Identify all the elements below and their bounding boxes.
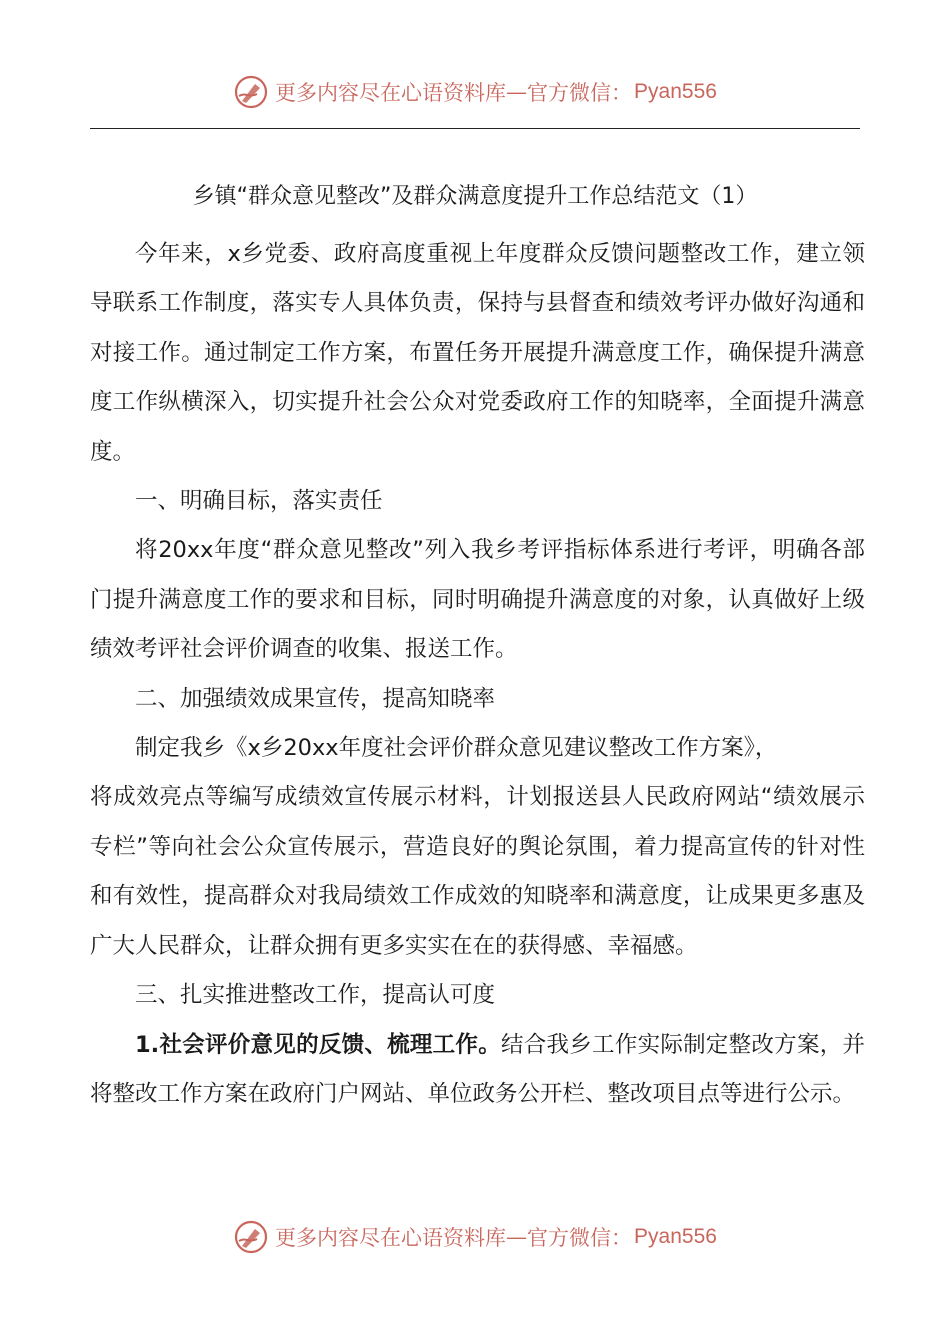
- document-body: [90, 230, 865, 1119]
- banner-wechat-label: 官方微信：: [527, 1226, 633, 1250]
- pen-nib-logo-icon: [233, 74, 269, 110]
- banner-dash: —: [506, 80, 528, 104]
- header-divider: [90, 128, 860, 129]
- header-banner: [0, 70, 950, 114]
- section-heading-2: 二、加强绩效成果宣传，提高知晓率: [135, 685, 496, 712]
- item-1-text: 结合我乡工作实际制定整改方案，并将整改工作方案在政府门户网站、单位政务公开栏、整改项目点等进行公示。: [90, 1031, 865, 1107]
- paragraph-section-2-body: 将成效亮点等编写成绩效宣传展示材料，计划报送县人民政府网站“绩效展示专栏”等向社会公众宣传展示，营造良好的舆论氛围，着力提高宣传的针对性和有效性，提高群众对我局绩效工作成效的知晓率和满意度，让成果更多惠及广大人民群众，让群众拥有更多实实在在的获得感、幸福感。: [90, 784, 865, 959]
- item-1-heading: 1.社会评价意见的反馈、梳理工作。: [135, 1031, 501, 1058]
- document-title: 乡镇“群众意见整改”及群众满意度提升工作总结范文（1）: [192, 184, 758, 209]
- banner-wechat-id: Pyan556: [634, 1225, 717, 1248]
- banner-text: 更多内容尽在心语资料库: [275, 81, 507, 105]
- section-heading-1: 一、明确目标，落实责任: [135, 488, 383, 515]
- pen-nib-logo-icon: [233, 1219, 269, 1255]
- banner-wechat-label: 官方微信：: [527, 81, 633, 105]
- paragraph-intro: 今年来，x乡党委、政府高度重视上年度群众反馈问题整改工作，建立领导联系工作制度，落实专人具体负责，保持与县督查和绩效考评办做好沟通和对接工作。通过制定工作方案，布置任务开展提升满意度工作，确保提升满意度工作纵横深入，切实提升社会公众对党委政府工作的知晓率，全面提升满意度。: [90, 241, 865, 465]
- banner-dash: —: [506, 1225, 528, 1249]
- banner-text: 更多内容尽在心语资料库: [275, 1226, 507, 1250]
- banner-wechat-id: Pyan556: [634, 80, 717, 103]
- paragraph-section-1: 将20xx年度“群众意见整改”列入我乡考评指标体系进行考评，明确各部门提升满意度工作的要求和目标，同时明确提升满意度的对象，认真做好上级绩效考评社会评价调查的收集、报送工作。: [90, 537, 865, 663]
- section-heading-3: 三、扎实推进整改工作，提高认可度: [135, 982, 496, 1009]
- paragraph-section-3: [90, 1021, 865, 1120]
- paragraph-section-2-line1: 制定我乡《x乡20xx年度社会评价群众意见建议整改工作方案》，: [135, 735, 778, 762]
- footer-banner: [0, 1215, 950, 1259]
